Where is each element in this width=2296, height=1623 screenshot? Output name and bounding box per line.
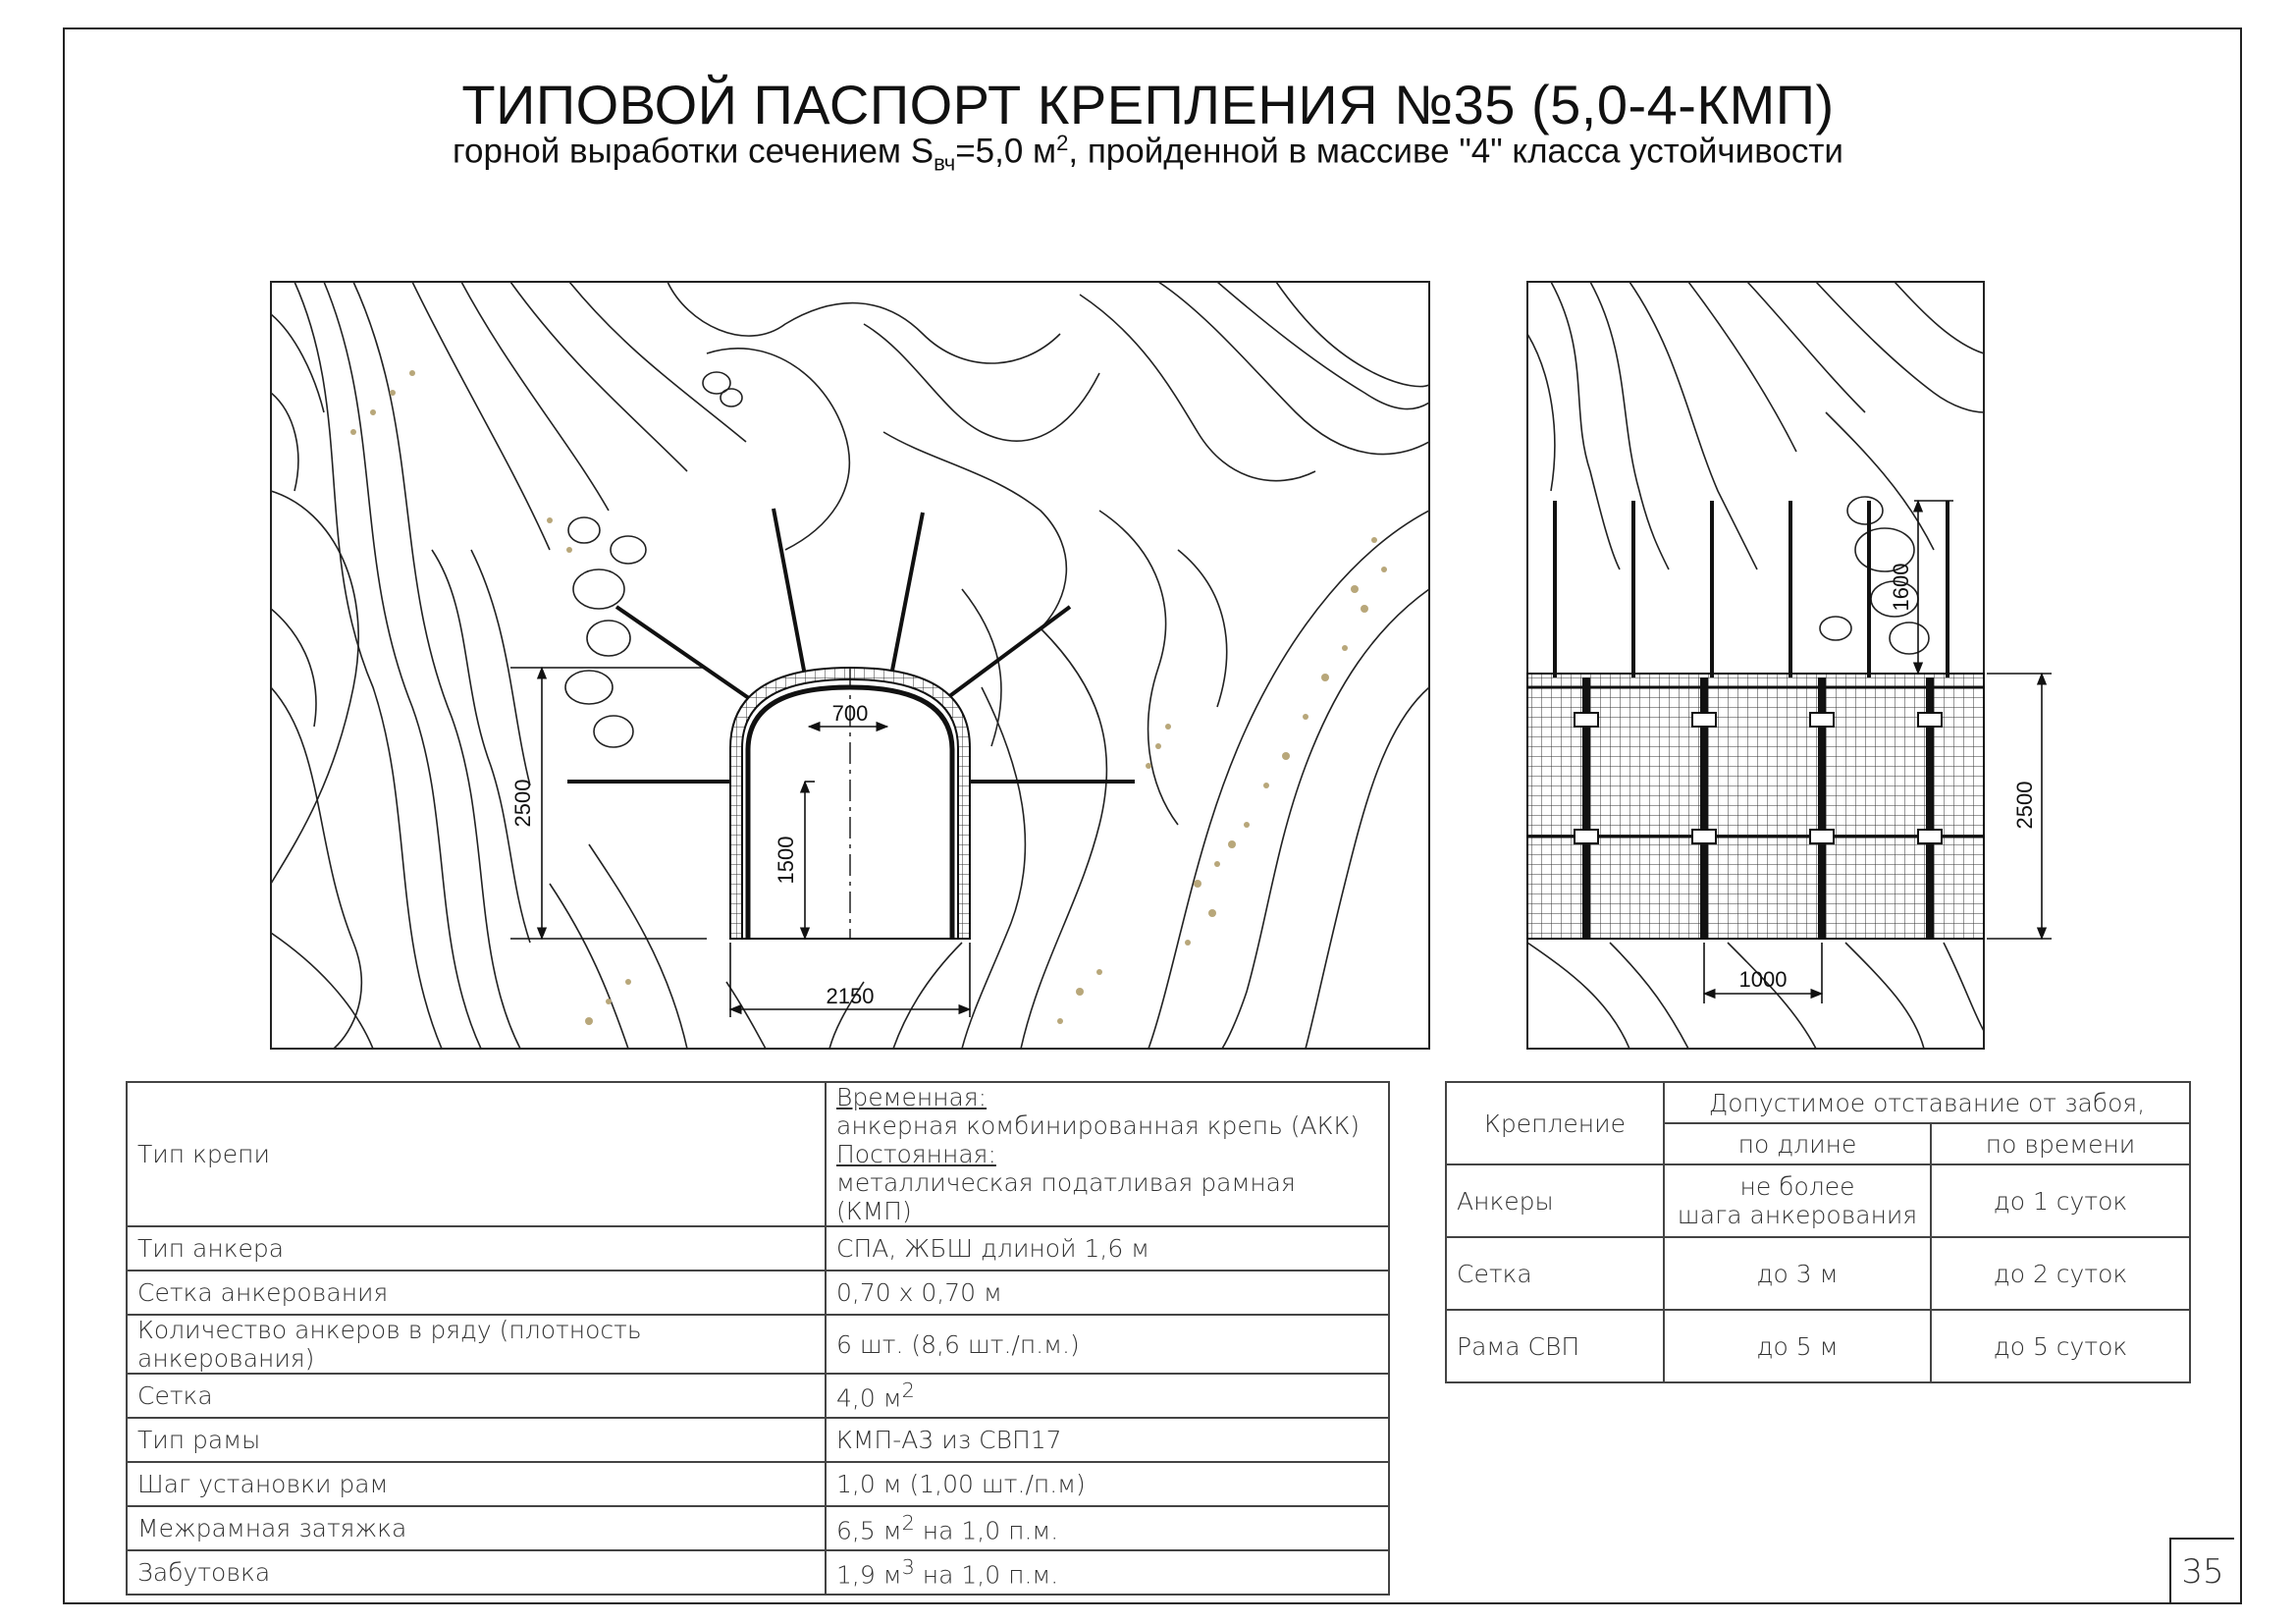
row-length: до 3 м — [1664, 1237, 1931, 1310]
row-value: КМП-А3 из СВП17 — [826, 1418, 1389, 1462]
row-label: Сетка — [127, 1374, 826, 1418]
table-row — [127, 1418, 1389, 1462]
row-value: 6 шт. (8,6 шт./п.м.) — [826, 1315, 1389, 1374]
value-part: 1,9 м — [836, 1560, 902, 1590]
row-label: Забутовка — [127, 1550, 826, 1595]
row-label: Межрамная затяжка — [127, 1506, 826, 1550]
row-label: Сетка анкерования — [127, 1271, 826, 1315]
subtitle-superscript: 2 — [1056, 131, 1069, 155]
table-row — [127, 1226, 1389, 1271]
row-label: Шаг установки рам — [127, 1462, 826, 1506]
value-sup: 3 — [901, 1555, 915, 1580]
row-value: СПА, ЖБШ длиной 1,6 м — [826, 1226, 1389, 1271]
longitudinal-view — [1527, 282, 2052, 1049]
anchor-bolt — [616, 607, 756, 703]
anchor-bolt — [774, 509, 805, 676]
value-part: на 1,0 п.м. — [914, 1516, 1059, 1545]
row-label: Тип анкера — [127, 1226, 826, 1271]
header-support: Крепление — [1446, 1082, 1664, 1164]
value-part: на 1,0 п.м. — [914, 1560, 1059, 1590]
value-sup: 2 — [901, 1511, 915, 1536]
table-row — [127, 1462, 1389, 1506]
value-part: 4,0 м — [836, 1383, 902, 1413]
dim-arch-label: 700 — [831, 701, 869, 726]
row-label: Тип крепи — [127, 1082, 826, 1226]
row-time: до 1 суток — [1931, 1164, 2190, 1237]
subtitle-part-b: =5,0 м — [955, 132, 1057, 171]
dim-height-label: 2500 — [510, 779, 535, 828]
row-label: Тип рамы — [127, 1418, 826, 1462]
row-name: Анкеры — [1446, 1164, 1664, 1237]
table-row — [1446, 1164, 2190, 1237]
anchor-bolt — [891, 513, 923, 676]
dim-side-height-label: 2500 — [2012, 781, 2037, 830]
boulders — [565, 372, 742, 747]
row-value — [826, 1550, 1389, 1595]
table-row — [127, 1082, 1389, 1226]
row-time: до 2 суток — [1931, 1237, 2190, 1310]
header-lag: Допустимое отставание от забоя, — [1664, 1082, 2190, 1123]
row-time: до 5 суток — [1931, 1310, 2190, 1382]
dim-wall-label: 1500 — [774, 836, 798, 885]
row-label: Количество анкеров в ряду (плотность анкерования) — [127, 1315, 826, 1374]
row-value: 1,0 м (1,00 шт./п.м) — [826, 1462, 1389, 1506]
dim-anchor-length-label: 1600 — [1889, 563, 1913, 612]
row-length — [1664, 1164, 1931, 1237]
table-row — [1446, 1237, 2190, 1310]
subtitle-part-c: , пройденной в массиве "4" класса устойчивости — [1068, 132, 1843, 171]
row-name: Сетка — [1446, 1237, 1664, 1310]
table-header-row — [1446, 1082, 2190, 1123]
length-line: шага анкерования — [1677, 1201, 1918, 1229]
cross-section-view — [271, 282, 1429, 1049]
support-parameters-table — [126, 1081, 1390, 1596]
header-length: по длине — [1664, 1123, 1931, 1164]
subtitle-subscript: вч — [934, 150, 956, 176]
anchor-bolt — [940, 607, 1070, 703]
length-line: не более — [1739, 1172, 1855, 1201]
support-type-value — [826, 1082, 1389, 1226]
row-value: 0,70 х 0,70 м — [826, 1271, 1389, 1315]
row-value — [826, 1506, 1389, 1550]
permanent-value: металлическая податливая рамная (КМП) — [836, 1168, 1296, 1225]
row-value — [826, 1374, 1389, 1418]
table-row — [1446, 1310, 2190, 1382]
permanent-label: Постоянная: — [836, 1140, 996, 1168]
table-row — [127, 1506, 1389, 1550]
subtitle-part-a: горной выработки сечением S — [453, 132, 934, 171]
table-row — [127, 1271, 1389, 1315]
value-part: 6,5 м — [836, 1516, 902, 1545]
table-row — [127, 1315, 1389, 1374]
temporary-label: Временная: — [836, 1083, 988, 1111]
page-title: ТИПОВОЙ ПАСПОРТ КРЕПЛЕНИЯ №35 (5,0-4-КМП) — [461, 74, 1835, 135]
row-length: до 5 м — [1664, 1310, 1931, 1382]
temporary-value: анкерная комбинированная крепь (АКК) — [836, 1111, 1361, 1140]
dim-frame-step-label: 1000 — [1738, 967, 1788, 992]
sheet-number: 35 — [2169, 1538, 2234, 1604]
value-sup: 2 — [901, 1379, 915, 1403]
dim-width-label: 2150 — [826, 984, 875, 1008]
header-time: по времени — [1931, 1123, 2190, 1164]
row-name: Рама СВП — [1446, 1310, 1664, 1382]
table-row — [127, 1374, 1389, 1418]
lag-table — [1445, 1081, 2191, 1383]
table-row — [127, 1550, 1389, 1595]
